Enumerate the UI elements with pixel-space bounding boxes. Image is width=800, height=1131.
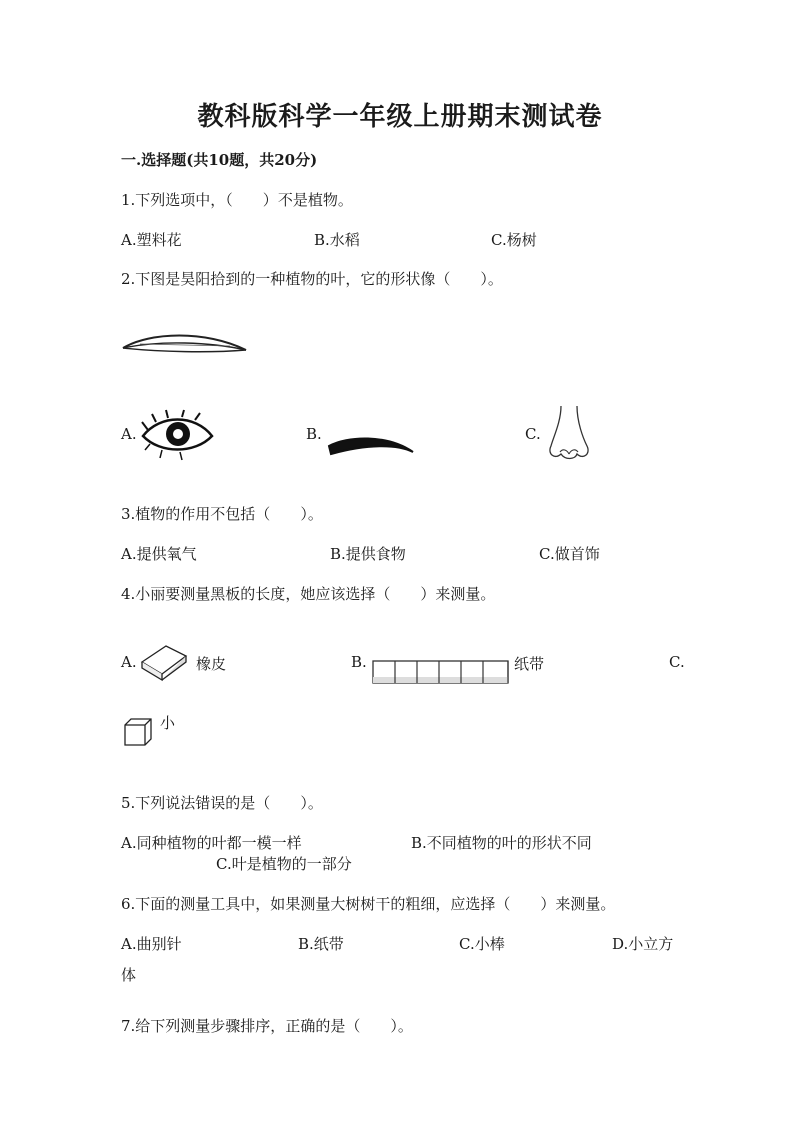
page-title: 教科版科学一年级上册期末测试卷	[197, 102, 603, 132]
q4-option-a: A.	[121, 653, 137, 671]
q3-option-b: B.提供食物	[330, 545, 406, 563]
q6-option-a: A.曲别针	[121, 935, 182, 953]
q3-option-c: C.做首饰	[539, 545, 600, 563]
q4-option-b-label: 纸带	[514, 655, 545, 673]
q6-option-d-wrap: 体	[121, 966, 137, 984]
question-4-stem: 4.小丽要测量黑板的长度，她应该选择（ ）来测量。	[121, 585, 496, 603]
question-7-stem: 7.给下列测量步骤排序，正确的是（ ）。	[121, 1017, 413, 1035]
question-2-stem: 2.下图是昊阳拾到的一种植物的叶，它的形状像（ ）。	[121, 270, 503, 288]
paper-strip-picture	[372, 660, 510, 686]
q2-option-a: A.	[121, 425, 137, 443]
q4-option-a-label: 橡皮	[196, 655, 227, 673]
q5-option-a: A.同种植物的叶都一模一样	[121, 834, 302, 852]
q1-option-c: C.杨树	[491, 231, 537, 249]
q6-option-c: C.小棒	[459, 935, 505, 953]
question-6-stem: 6.下面的测量工具中，如果测量大树树干的粗细，应选择（ ）来测量。	[121, 895, 616, 913]
question-1-stem: 1.下列选项中，（ ）不是植物。	[121, 191, 353, 209]
eyebrow-picture	[327, 432, 417, 457]
q4-option-c-label: 小	[160, 714, 176, 732]
q2-option-b: B.	[306, 425, 322, 443]
q2-option-c: C.	[525, 425, 541, 443]
q6-option-d: D.小立方	[612, 935, 674, 953]
eraser-picture	[140, 642, 188, 680]
section-heading: 一.选择题(共10题，共20分)	[121, 151, 318, 169]
q4-option-b: B.	[351, 653, 367, 671]
q6-option-b: B.纸带	[298, 935, 344, 953]
q4-option-c: C.	[669, 653, 685, 671]
q1-option-a: A.塑料花	[121, 231, 182, 249]
nose-picture	[543, 404, 595, 462]
q1-option-b: B.水稻	[314, 231, 360, 249]
eye-picture	[140, 410, 215, 460]
leaf-picture	[120, 326, 250, 356]
cube-picture	[123, 717, 153, 747]
q5-option-b: B.不同植物的叶的形状不同	[411, 834, 592, 852]
q3-option-a: A.提供氧气	[121, 545, 197, 563]
question-3-stem: 3.植物的作用不包括（ ）。	[121, 505, 323, 523]
question-5-stem: 5.下列说法错误的是（ ）。	[121, 794, 323, 812]
q5-option-c: C.叶是植物的一部分	[216, 855, 352, 873]
